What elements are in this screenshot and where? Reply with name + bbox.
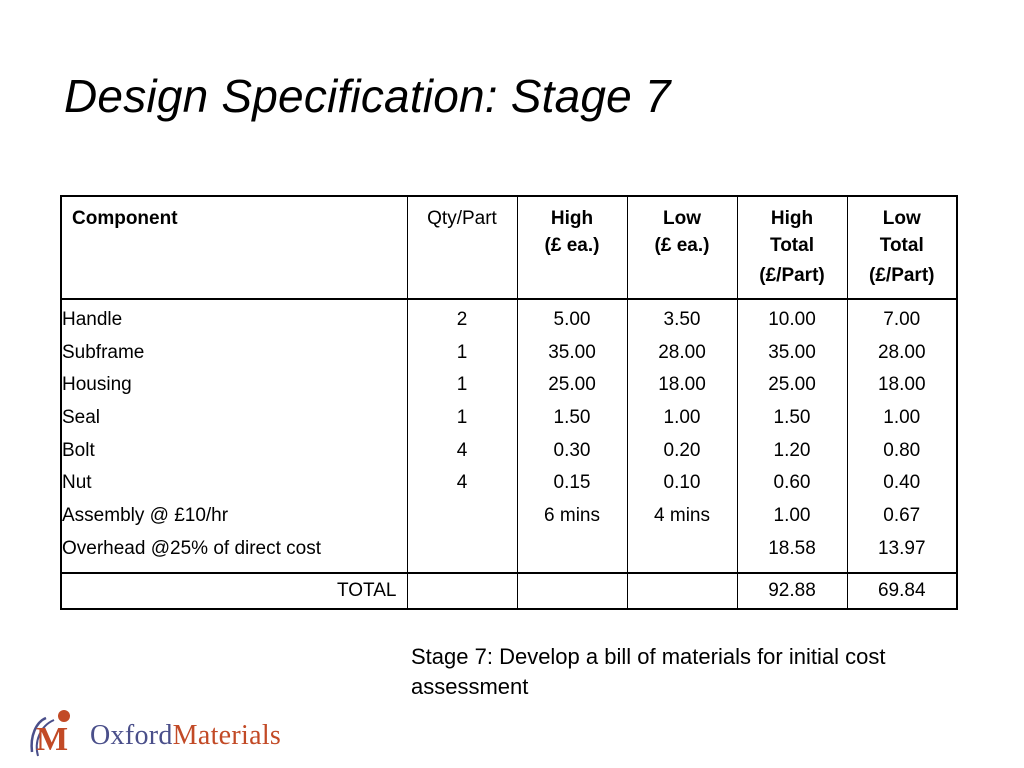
high-total-cell: 10.00 [768,309,816,330]
high-total-cell: 18.58 [768,537,816,559]
component-cell: Overhead @25% of direct cost [62,537,322,559]
high-total-cell: 35.00 [768,341,816,363]
logo-wordmark [90,720,281,752]
qty-cell [408,533,517,566]
qty-cell [408,500,517,533]
high-cell: 5.00 [553,309,591,330]
header-component: Component [61,196,407,299]
low-cell: 1.00 [663,407,701,429]
svg-text:M: M [36,721,69,758]
header-high-total: High Total (£/Part) [737,196,847,299]
low-total-cell: 13.97 [877,537,926,559]
total-row [61,573,957,609]
low-column [627,299,737,573]
component-cell: Assembly @ £10/hr [62,505,229,527]
high-total-cell: 1.00 [773,505,811,527]
low-cell: 3.50 [663,309,701,330]
component-cell: Subframe [62,341,145,363]
component-cell: Handle [62,309,123,330]
qty-cell: 4 [456,472,468,494]
header-qty: Qty/Part [407,196,517,299]
low-cell: 28.00 [658,341,706,363]
high-total-column [737,299,847,573]
low-total-cell: 7.00 [883,309,921,330]
oxford-materials-logo [24,706,314,768]
total-qty-empty [407,573,517,609]
high-cell: 1.50 [553,407,591,429]
high-cell: 0.15 [553,472,591,494]
high-total-cell: 25.00 [768,374,816,396]
qty-cell: 4 [456,439,468,461]
low-cell: 0.10 [663,472,701,494]
component-cell: Bolt [62,439,95,461]
qty-cell: 2 [456,309,468,330]
low-total-cell: 0.80 [883,439,921,461]
low-total-column [847,299,957,573]
high-cell: 35.00 [548,341,596,363]
header-low: Low (£ ea.) [627,196,737,299]
high-column [517,299,627,573]
table-body-row [61,299,957,573]
header-high: High (£ ea.) [517,196,627,299]
qty-column [407,299,517,573]
total-low-value: 69.84 [847,573,957,609]
high-cell [518,533,627,566]
total-label: TOTAL [61,573,407,609]
total-high-value: 92.88 [737,573,847,609]
low-cell: 18.00 [658,374,706,396]
logo-mark-icon [24,706,86,764]
high-cell: 25.00 [548,374,596,396]
header-low-total: Low Total (£/Part) [847,196,957,299]
qty-cell: 1 [456,341,468,363]
total-high-empty [517,573,627,609]
low-cell: 0.20 [663,439,701,461]
component-column [61,299,407,573]
low-cell: 4 mins [654,505,710,527]
high-total-cell: 0.60 [773,472,811,494]
total-low-empty [627,573,737,609]
component-cell: Housing [62,374,132,396]
slide-title: Design Specification: Stage 7 [64,70,671,122]
low-total-cell: 28.00 [877,341,926,363]
high-total-cell: 1.50 [773,407,811,429]
high-cell: 0.30 [553,439,591,461]
bill-of-materials-table [60,195,958,610]
logo-text-oxford: Oxford [90,720,173,751]
low-total-cell: 0.67 [883,505,921,527]
logo-text-materials: Materials [172,720,282,751]
low-total-cell: 1.00 [883,407,921,429]
low-total-cell: 0.40 [883,472,921,494]
slide-caption: Stage 7: Develop a bill of materials for initial cost assessment [411,644,886,699]
component-cell: Seal [62,407,101,429]
low-total-cell: 18.00 [877,374,926,396]
table-header-row [61,196,957,299]
high-cell: 6 mins [544,505,600,527]
high-total-cell: 1.20 [773,439,811,461]
qty-cell: 1 [456,374,468,396]
low-cell [628,533,737,566]
component-cell: Nut [62,472,92,494]
qty-cell: 1 [456,407,468,429]
